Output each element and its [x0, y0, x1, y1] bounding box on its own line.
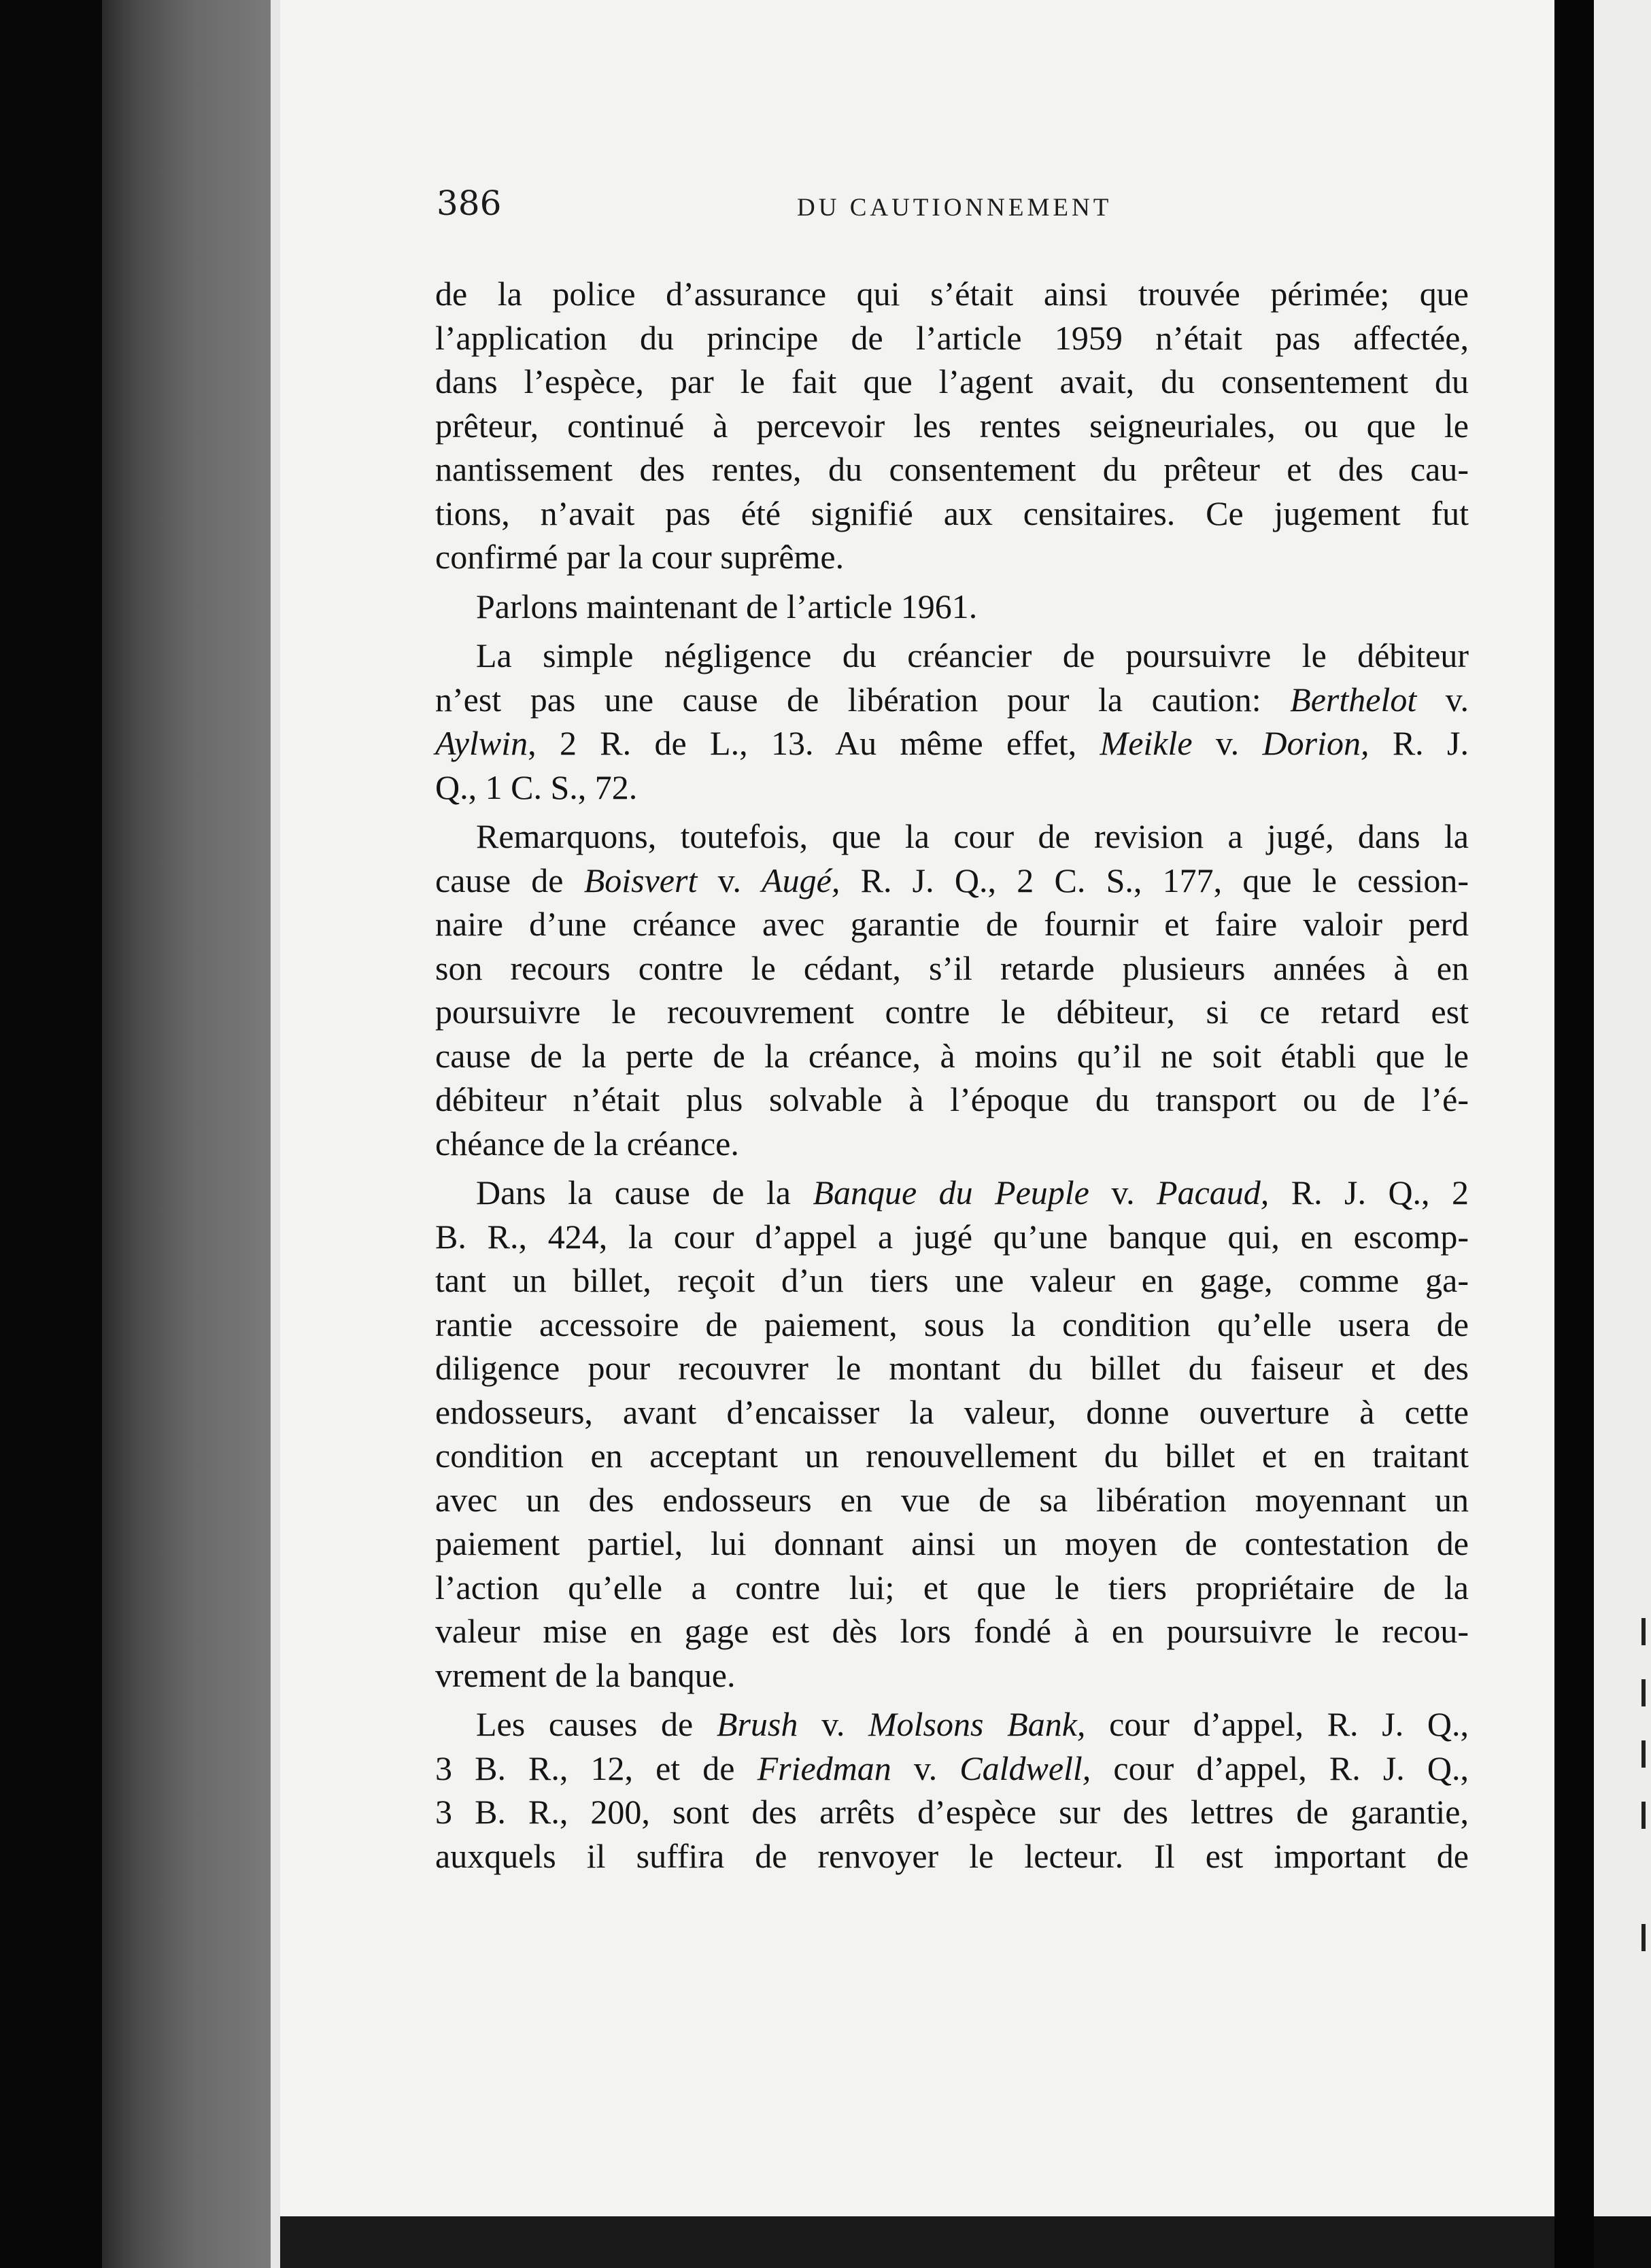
facing-page-edge — [1594, 0, 1651, 2216]
text-run: paiement partiel, lui donnant ainsi un moyen de contestation de — [435, 1524, 1469, 1562]
italic-case-name: Friedman — [757, 1749, 891, 1787]
text-run: cour d’appel, R. J. Q., — [1091, 1749, 1469, 1787]
book-gutter — [1554, 0, 1594, 2268]
text-line — [435, 946, 1469, 991]
text-run: diligence pour recouvrer le montant du billet du faiseur et des — [435, 1349, 1469, 1387]
text-line — [435, 814, 1469, 859]
text-run: confirmé par la cour suprême. — [435, 538, 845, 576]
text-run: valeur mise en gage est dès lors fondé à en poursuivre le recou- — [435, 1612, 1469, 1650]
italic-case-name: Molsons Bank, — [868, 1705, 1086, 1743]
text-run: vrement de la banque. — [435, 1655, 736, 1694]
text-run: cause de la perte de la créance, à moins qu’il ne soit établi que le — [435, 1036, 1469, 1075]
facing-page-glyph — [1641, 1618, 1646, 1645]
paragraph-gap — [435, 628, 1469, 634]
text-run: R. J. Q., 2 — [1269, 1173, 1469, 1212]
text-run: condition en acceptant un renouvellement du billet et en traitant — [435, 1437, 1469, 1475]
text-run: tions, n’avait pas été signifié aux censitaires. Ce jugement fut — [435, 494, 1469, 532]
italic-case-name: Aylwin — [435, 724, 528, 762]
text-run: de la police d’assurance qui s’était ainsi trouvée périmée; que — [435, 275, 1469, 313]
text-line — [435, 535, 1469, 579]
facing-page-glyph — [1641, 1740, 1646, 1768]
italic-case-name: Boisvert — [583, 861, 698, 899]
text-run: cour d’appel, R. J. Q., — [1085, 1705, 1469, 1743]
running-title: DU CAUTIONNEMENT — [797, 194, 1112, 222]
text-run: rantie accessoire de paiement, sous la condition qu’elle usera de — [435, 1305, 1469, 1343]
text-line — [435, 1078, 1469, 1122]
text-line — [435, 1747, 1469, 1791]
text-run: naire d’une créance avec garantie de fournir et faire valoir perd — [435, 905, 1469, 943]
text-line — [435, 360, 1469, 404]
text-line — [435, 1034, 1469, 1078]
text-line — [435, 1702, 1469, 1747]
text-line — [435, 447, 1469, 492]
text-run: v. — [1192, 724, 1263, 762]
text-run: l’action qu’elle a contre lui; et que le tiers propriétaire de la — [435, 1568, 1469, 1606]
text-line — [435, 1566, 1469, 1610]
italic-case-name: Meikle — [1100, 724, 1193, 762]
text-run: Parlons maintenant de l’article 1961. — [476, 587, 978, 625]
text-line — [435, 902, 1469, 946]
text-run: dans l’espèce, par le fait que l’agent avait, du consentement du — [435, 362, 1469, 400]
text-run: tant un billet, reçoit d’un tiers une valeur en gage, comme ga- — [435, 1261, 1469, 1299]
text-line — [435, 585, 1469, 629]
paragraph — [435, 1171, 1469, 1697]
text-run: R. J. — [1369, 724, 1469, 762]
page-edge-highlight — [271, 0, 280, 2268]
text-line — [435, 492, 1469, 536]
text-run: R. J. Q., 2 C. S., 177, que le cession- — [840, 861, 1469, 899]
text-run: La simple négligence du créancier de poursuivre le débiteur — [476, 636, 1469, 674]
facing-page-glyph — [1641, 1679, 1646, 1706]
page-number: 386 — [437, 184, 502, 223]
text-line — [435, 1609, 1469, 1653]
text-run: 3 B. R., 200, sont des arrêts d’espèce sur des lettres de garantie, — [435, 1793, 1469, 1831]
italic-case-name: Brush — [716, 1705, 798, 1743]
italic-case-name: Caldwell, — [959, 1749, 1091, 1787]
italic-case-name: Berthelot — [1290, 680, 1417, 719]
text-line — [435, 316, 1469, 360]
facing-page-glyph — [1641, 1924, 1646, 1951]
text-line — [435, 1303, 1469, 1347]
italic-case-name: Augé, — [762, 861, 840, 899]
text-line — [435, 1346, 1469, 1390]
running-head — [437, 184, 1463, 238]
paragraph — [435, 814, 1469, 1165]
text-run: poursuivre le recouvrement contre le débiteur, si ce retard est — [435, 993, 1469, 1031]
text-run: B. R., 424, la cour d’appel a jugé qu’une banque qui, en escomp- — [435, 1217, 1469, 1256]
book-spine-shadow — [0, 0, 102, 2268]
page-edge-stack — [102, 0, 271, 2268]
paragraph-gap — [435, 579, 1469, 585]
text-line — [435, 678, 1469, 722]
text-line — [435, 1258, 1469, 1303]
paragraph-gap — [435, 1697, 1469, 1702]
text-run: cause de — [435, 861, 584, 899]
italic-case-name: Pacaud, — [1157, 1173, 1270, 1212]
text-line — [435, 1790, 1469, 1834]
text-run: endosseurs, avant d’encaisser la valeur, donne ouverture à cette — [435, 1392, 1469, 1431]
text-line — [435, 272, 1469, 316]
text-run: l’application du principe de l’article 1959 n’était pas affectée, — [435, 318, 1469, 357]
text-run: v. — [697, 861, 762, 899]
text-run: avec un des endosseurs en vue de sa libération moyennant un — [435, 1480, 1469, 1519]
text-line — [435, 1171, 1469, 1215]
text-line — [435, 1215, 1469, 1259]
text-line — [435, 634, 1469, 678]
text-line — [435, 1834, 1469, 1878]
italic-case-name: Banque du Peuple — [813, 1173, 1089, 1212]
text-line — [435, 1434, 1469, 1478]
text-line — [435, 859, 1469, 903]
text-line — [435, 1522, 1469, 1566]
text-run: Remarquons, toutefois, que la cour de revision a jugé, dans la — [476, 817, 1469, 855]
text-line — [435, 990, 1469, 1034]
text-line — [435, 1478, 1469, 1522]
text-run: , 2 R. de L., 13. Au même effet, — [528, 724, 1100, 762]
text-run: son recours contre le cédant, s’il retarde plusieurs années à en — [435, 948, 1469, 987]
paragraph-gap — [435, 1165, 1469, 1171]
text-line — [435, 766, 1469, 810]
facing-page-glyph — [1641, 1802, 1646, 1829]
body-text — [435, 272, 1469, 1878]
text-run: n’est pas une cause de libération pour la caution: — [435, 680, 1291, 719]
text-run: auxquels il suffira de renvoyer le lecteur. Il est important de — [435, 1836, 1469, 1875]
paragraph — [435, 585, 1469, 629]
text-run: v. — [1416, 680, 1469, 719]
page-bottom-shadow — [280, 2216, 1554, 2268]
text-run: Q., 1 C. S., 72. — [435, 768, 638, 806]
paragraph — [435, 634, 1469, 809]
text-run: débiteur n’était plus solvable à l’époque du transport ou de l’é- — [435, 1080, 1469, 1118]
text-line — [435, 1122, 1469, 1166]
text-run: nantissement des rentes, du consentement du prêteur et des cau- — [435, 450, 1469, 488]
text-line — [435, 404, 1469, 448]
text-run: v. — [1089, 1173, 1157, 1212]
text-run: Les causes de — [476, 1705, 717, 1743]
text-run: chéance de la créance. — [435, 1124, 739, 1163]
paragraph — [435, 1702, 1469, 1878]
text-run: 3 B. R., 12, et de — [435, 1749, 758, 1787]
paragraph — [435, 272, 1469, 579]
text-run: v. — [891, 1749, 960, 1787]
text-run: v. — [798, 1705, 869, 1743]
italic-case-name: Dorion, — [1262, 724, 1369, 762]
text-line — [435, 721, 1469, 766]
paragraph-gap — [435, 809, 1469, 814]
text-run: Dans la cause de la — [476, 1173, 813, 1212]
text-line — [435, 1653, 1469, 1698]
text-line — [435, 1390, 1469, 1434]
text-run: prêteur, continué à percevoir les rentes seigneuriales, ou que le — [435, 406, 1469, 445]
